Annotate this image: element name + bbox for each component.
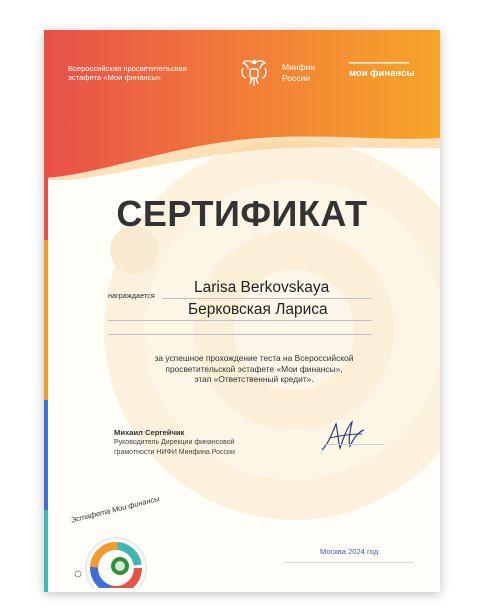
brand-logo bbox=[349, 61, 415, 79]
brand-dots-icon bbox=[349, 61, 409, 65]
description-line-3: этап «Ответственный кредит». bbox=[194, 374, 314, 384]
footer-line bbox=[284, 562, 414, 563]
awarded-label: награждается bbox=[108, 291, 155, 300]
stripe-blue bbox=[44, 400, 48, 510]
certificate bbox=[44, 30, 440, 592]
achievement-description bbox=[144, 353, 364, 385]
ministry-name bbox=[282, 62, 315, 83]
certificate-title: СЕРТИФИКАТ bbox=[116, 193, 368, 234]
role-line-1: Руководитель Дирекции финансовой bbox=[114, 439, 235, 446]
city-year: Москва 2024 год bbox=[320, 547, 379, 556]
stripe-teal bbox=[44, 510, 48, 592]
recipient-name-latin: Larisa Berkovskaya bbox=[194, 279, 330, 296]
name-underline-3 bbox=[108, 334, 372, 335]
signatory-name: Михаил Сергейчик bbox=[114, 428, 185, 437]
description-line-2: просветительской эстафете «Мои финансы», bbox=[165, 363, 343, 374]
header-banner bbox=[44, 30, 440, 180]
name-underline-1 bbox=[162, 298, 372, 299]
ministry-line-1: Минфин bbox=[282, 62, 315, 72]
brand-text: мои финансы bbox=[349, 68, 415, 79]
signature-line bbox=[324, 444, 384, 445]
program-title bbox=[68, 64, 187, 82]
program-line-2: эстафета «Мои финансы» bbox=[68, 73, 162, 82]
program-line-1: Всероссийская просветительская bbox=[68, 64, 187, 73]
role-line-2: грамотности НИФИ Минфина России bbox=[114, 448, 235, 456]
signatory-role bbox=[114, 438, 235, 457]
double-headed-eagle-icon bbox=[237, 56, 271, 90]
description-line-1: за успешное прохождение теста на Всероссийской bbox=[154, 353, 354, 363]
signature-image bbox=[318, 416, 368, 456]
recipient-name-cyrillic: Берковская Лариса bbox=[188, 301, 328, 318]
stripe-orange bbox=[44, 240, 48, 400]
relay-logo-text: Эстафета Мои финансы bbox=[70, 493, 161, 525]
ministry-line-2: России bbox=[282, 72, 311, 83]
name-underline-2 bbox=[108, 320, 372, 321]
